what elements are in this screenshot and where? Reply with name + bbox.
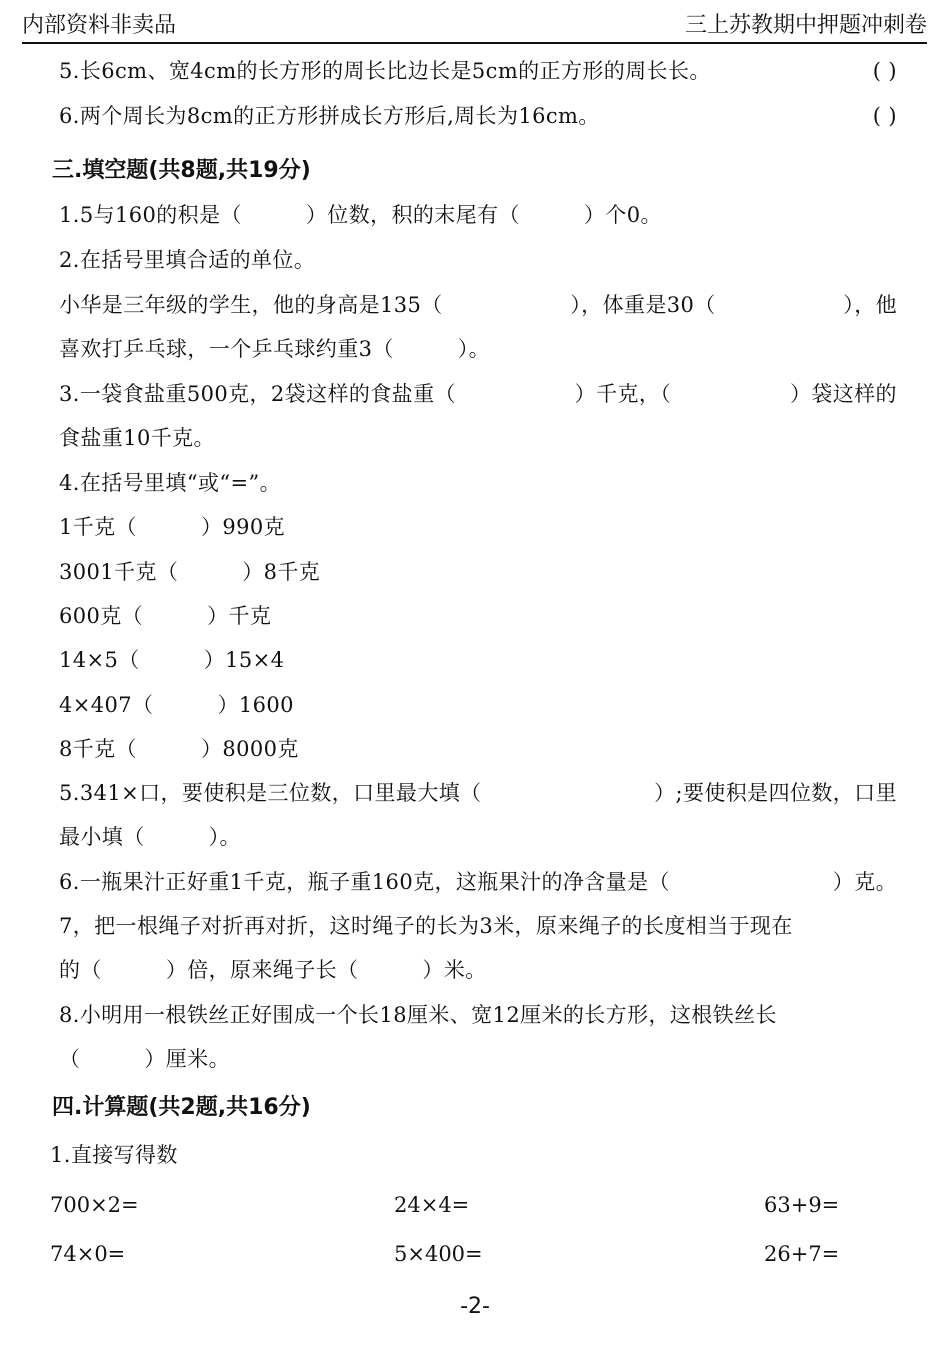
tf-question-6	[59, 101, 897, 131]
compare-item: 4×407（ ）1600	[59, 693, 294, 717]
section-3-title: 三.填空题(共8题,共19分)	[52, 158, 311, 183]
calc-item: 700×2=	[50, 1193, 139, 1217]
calc-item: 74×0=	[50, 1242, 126, 1266]
answer-paren: ( )	[872, 59, 897, 83]
calc-item: 24×4=	[394, 1193, 470, 1217]
calc-item: 5×400=	[394, 1242, 483, 1266]
fill-question-3-line-1: 3.一袋食盐重500克，2袋这样的食盐重（ ）千克，（ ）袋这样的	[59, 379, 897, 409]
compare-item: 1千克（ ）990克	[59, 515, 286, 539]
answer-blank	[719, 867, 783, 897]
fill-question-5-line-1: 5.341×口，要使积是三位数，口里最大填（ ）;要使积是四位数，口里	[59, 778, 897, 808]
page-number: -2-	[460, 1294, 490, 1319]
answer-blank	[536, 778, 600, 808]
calc-question-1-title: 1.直接写得数	[50, 1143, 178, 1167]
fill-question-3-line-2: 食盐重10千克。	[59, 426, 215, 450]
calc-item: 26+7=	[764, 1242, 840, 1266]
calc-item: 63+9=	[764, 1193, 840, 1217]
answer-blank	[748, 290, 812, 320]
fill-question-7-line-2: 的（ ）倍，原来绳子长（ ）米。	[59, 958, 487, 982]
fill-question-2-line-1: 小华是三年级的学生，他的身高是135（ ），体重是30（ ），他	[59, 290, 897, 320]
section-4-title: 四.计算题(共2题,共16分)	[52, 1095, 311, 1120]
fill-question-6: 6.一瓶果汁正好重1千克，瓶子重160克，这瓶果汁的净含量是（ ）克。	[59, 867, 897, 897]
fill-question-4-title: 4.在括号里填“或“=”。	[59, 471, 282, 495]
fill-question-1: 1.5与160的积是（ ）位数，积的末尾有（ ）个0。	[59, 203, 662, 227]
answer-blank	[483, 379, 547, 409]
header-right: 三上苏教期中押题冲刺卷	[684, 13, 927, 38]
tf-question-5-text: 5.长6cm、宽4cm的长方形的周长比边长是5cm的正方形的周长长。	[59, 59, 711, 83]
fill-question-2-line-2: 喜欢打乒乓球，一个乒乓球约重3（ ）。	[59, 337, 491, 361]
answer-blank	[474, 290, 538, 320]
tf-question-5	[59, 56, 897, 86]
compare-item: 8千克（ ）8000克	[59, 737, 299, 761]
answer-paren: ( )	[872, 104, 897, 128]
fill-question-8-line-2: （ ）厘米。	[59, 1047, 231, 1071]
compare-item: 14×5（ ）15×4	[59, 648, 285, 672]
answer-blank	[699, 379, 763, 409]
compare-item: 3001千克（ ）8千克	[59, 560, 321, 584]
fill-question-5-line-2: 最小填（ ）。	[59, 825, 241, 849]
fill-question-7-line-1: 7，把一根绳子对折再对折，这时绳子的长为3米，原来绳子的长度相当于现在	[59, 914, 793, 938]
tf-question-6-text: 6.两个周长为8cm的正方形拼成长方形后,周长为16cm。	[59, 104, 600, 128]
page-header	[22, 6, 927, 44]
fill-question-2-title: 2.在括号里填合适的单位。	[59, 248, 316, 272]
header-left: 内部资料非卖品	[22, 13, 177, 38]
compare-item: 600克（ ）千克	[59, 604, 272, 628]
fill-question-8-line-1: 8.小明用一根铁丝正好围成一个长18厘米、宽12厘米的长方形，这根铁丝长	[59, 1003, 777, 1027]
